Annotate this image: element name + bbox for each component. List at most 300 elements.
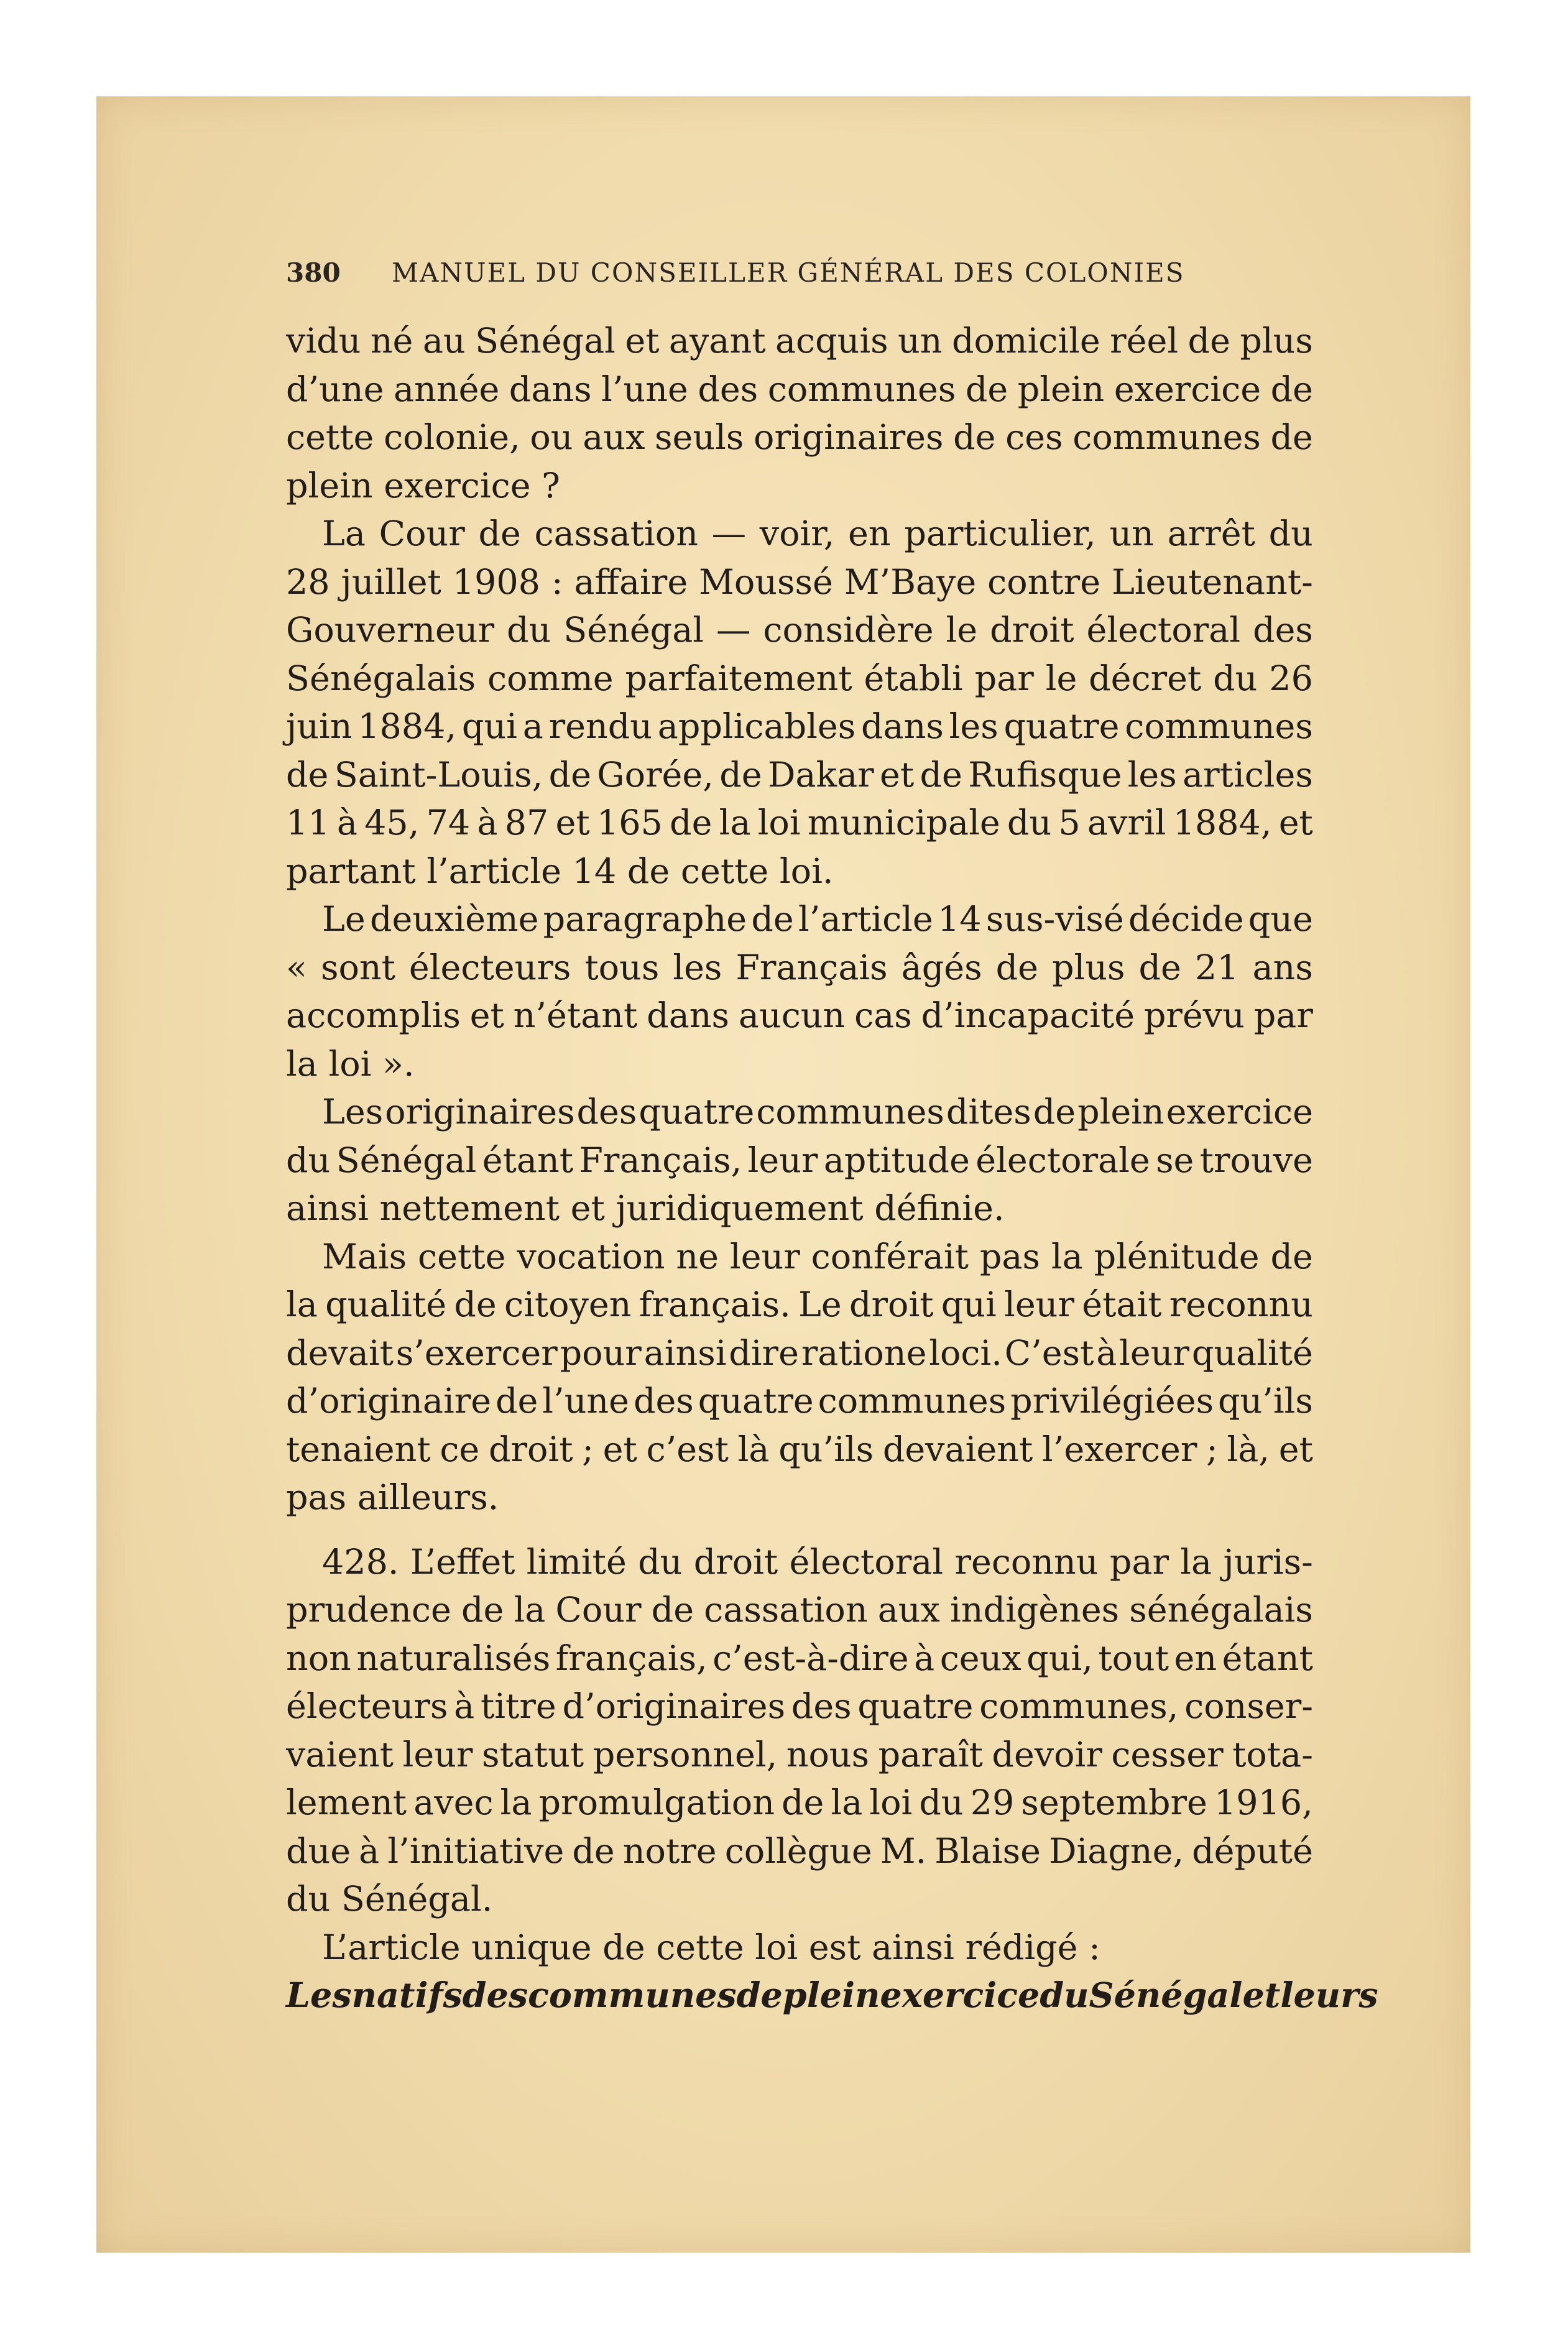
word: cette xyxy=(418,1236,506,1277)
word: Saint-Louis, xyxy=(334,754,543,795)
word: les xyxy=(949,706,998,747)
word: de xyxy=(572,1830,615,1871)
word: sénégalais xyxy=(1129,1590,1313,1630)
word: plus xyxy=(1240,321,1313,361)
text-line xyxy=(286,1137,1313,1185)
word: 1884, xyxy=(357,706,457,747)
word: des xyxy=(791,1686,852,1727)
word: lement xyxy=(286,1783,407,1823)
word: des xyxy=(1253,610,1313,650)
word: droit xyxy=(990,610,1074,650)
page-number: 380 xyxy=(286,257,341,288)
word: du xyxy=(638,1541,683,1582)
word: communes xyxy=(528,1975,737,2016)
word: naturalisés xyxy=(356,1638,551,1679)
word: dire xyxy=(729,1332,799,1373)
word: d’originaire xyxy=(286,1381,492,1421)
word: septembre xyxy=(1021,1783,1207,1823)
word: loi xyxy=(757,803,801,843)
word: décide xyxy=(1128,899,1244,939)
text-line: partant l’article 14 de cette loi. xyxy=(286,851,834,892)
word: ne xyxy=(676,1236,719,1277)
text-line xyxy=(286,1329,1313,1378)
word: Français xyxy=(736,947,888,988)
word: applicables xyxy=(657,706,856,747)
word: qualité xyxy=(325,1285,447,1325)
word: ce xyxy=(440,1429,480,1470)
word: droit xyxy=(849,1285,934,1325)
word: la xyxy=(500,1783,532,1823)
word: du xyxy=(1007,803,1052,843)
word: conférait xyxy=(811,1236,969,1277)
word: deuxième xyxy=(369,899,539,939)
word: était xyxy=(1082,1285,1162,1325)
word: vocation xyxy=(517,1236,665,1277)
word: acquis xyxy=(775,321,888,361)
word: 1884, xyxy=(1173,803,1272,843)
word: quatre xyxy=(857,1686,974,1727)
word: leur xyxy=(1004,1285,1074,1325)
word: et xyxy=(1278,803,1313,843)
word: en xyxy=(848,514,891,554)
word: n’étant xyxy=(513,995,638,1036)
word: pour xyxy=(560,1332,642,1373)
word: Sénégalais xyxy=(286,658,476,699)
word: M. xyxy=(880,1830,927,1871)
word: du xyxy=(286,1140,331,1181)
word: voir, xyxy=(759,514,835,554)
word: d’incapacité xyxy=(921,995,1135,1036)
word: qualité xyxy=(1191,1332,1313,1373)
word: électeurs xyxy=(286,1686,448,1727)
word: prévu xyxy=(1143,995,1245,1036)
word: se xyxy=(1156,1140,1194,1181)
word: électoral xyxy=(789,1541,944,1582)
text-line xyxy=(286,944,1313,992)
word: leur xyxy=(1119,1332,1190,1373)
word: de xyxy=(1270,1236,1313,1277)
word: de xyxy=(670,803,713,843)
word: électoral xyxy=(1086,610,1241,650)
word: que xyxy=(1248,899,1313,939)
word: tous xyxy=(584,947,660,988)
word: les xyxy=(1127,754,1177,795)
word: 74 xyxy=(426,803,471,843)
word: leurs xyxy=(1280,1975,1378,2016)
word: ans xyxy=(1252,947,1313,988)
word: communes xyxy=(1072,417,1261,458)
word: les xyxy=(673,947,722,988)
text-line xyxy=(286,1779,1313,1827)
word: quatre xyxy=(698,1381,814,1421)
word: municipale xyxy=(807,803,1000,843)
word: qui xyxy=(941,1285,997,1325)
word: a xyxy=(522,706,543,747)
word: électorale xyxy=(975,1140,1150,1181)
word: âgés xyxy=(901,947,982,988)
word: droit xyxy=(489,1429,573,1470)
word: du xyxy=(919,1783,964,1823)
word: de xyxy=(953,417,996,458)
word: statut xyxy=(481,1734,584,1775)
word: l’initiative xyxy=(387,1830,565,1871)
word: quatre xyxy=(1003,706,1120,747)
word: réel xyxy=(1110,321,1179,361)
word: — xyxy=(716,610,751,650)
text-line xyxy=(286,317,1313,366)
word: articles xyxy=(1183,754,1313,795)
word: de xyxy=(1270,369,1313,410)
word: de xyxy=(478,514,521,554)
word: de xyxy=(920,754,962,795)
word: de xyxy=(651,1590,694,1630)
word: le xyxy=(1045,658,1077,699)
word: « xyxy=(286,947,307,988)
word: ratione xyxy=(801,1332,927,1373)
word: le xyxy=(946,610,978,650)
word: personnel, xyxy=(593,1734,778,1775)
text-line xyxy=(286,992,1313,1040)
word: limité xyxy=(526,1541,627,1582)
word: de xyxy=(995,947,1038,988)
word: cassation xyxy=(704,1590,868,1630)
word: année xyxy=(394,369,500,410)
word: cassation xyxy=(534,514,698,554)
word: dites xyxy=(946,1092,1031,1132)
word: du xyxy=(1268,514,1313,554)
word: natifs xyxy=(351,1975,463,2016)
word: dans xyxy=(860,706,944,747)
word: communes, xyxy=(979,1686,1179,1727)
word: ainsi xyxy=(643,1332,727,1373)
word: par xyxy=(974,658,1034,699)
word: avril xyxy=(1087,803,1166,843)
word: aucun xyxy=(738,995,846,1036)
word: ou xyxy=(530,417,573,458)
word: cas xyxy=(854,995,912,1036)
page-header xyxy=(286,257,1313,288)
word: de xyxy=(1188,321,1230,361)
word: communes xyxy=(1125,706,1313,747)
word: non xyxy=(286,1638,351,1679)
word: et xyxy=(469,995,504,1036)
word: du xyxy=(507,610,551,650)
word: Rufisque xyxy=(968,754,1122,795)
word: français. xyxy=(639,1285,791,1325)
word: ayant xyxy=(668,321,766,361)
word: juin xyxy=(286,706,353,747)
word: qui xyxy=(461,706,517,747)
word: de xyxy=(1033,1092,1076,1132)
word: Diagne, xyxy=(1049,1830,1184,1871)
word: tota- xyxy=(1232,1734,1313,1775)
word: des xyxy=(576,1092,637,1132)
word: communes xyxy=(818,1381,1007,1421)
word: de xyxy=(736,1975,783,2016)
word: — xyxy=(711,514,747,554)
word: la xyxy=(831,1783,863,1823)
word: L’effet xyxy=(410,1541,515,1582)
word: d’une xyxy=(286,369,384,410)
word: titre xyxy=(481,1686,556,1727)
word: indigènes xyxy=(949,1590,1120,1630)
word: Mais xyxy=(322,1236,407,1277)
word: aux xyxy=(583,417,645,458)
word: 29 xyxy=(970,1783,1015,1823)
word: Blaise xyxy=(934,1830,1041,1871)
word: 87 xyxy=(504,803,549,843)
word: leur xyxy=(402,1734,473,1775)
word: du xyxy=(1213,658,1258,699)
word: 26 xyxy=(1269,658,1313,699)
word: Lieutenant- xyxy=(1111,561,1313,602)
word: de xyxy=(751,899,794,939)
word: domicile xyxy=(951,321,1100,361)
text-line: L’article unique de cette loi est ainsi rédigé : xyxy=(322,1927,1100,1968)
word: prudence xyxy=(286,1590,451,1630)
word: colonie, xyxy=(384,417,520,458)
word: dans xyxy=(647,995,730,1036)
word: décret xyxy=(1089,658,1202,699)
word: et xyxy=(1278,1429,1313,1470)
word: de xyxy=(1138,947,1181,988)
text-line: plein exercice ? xyxy=(286,465,560,506)
word: comme xyxy=(487,658,614,699)
word: Les xyxy=(322,1092,384,1132)
word: de xyxy=(548,754,591,795)
word: : xyxy=(551,561,563,602)
text-line xyxy=(286,366,1313,414)
word: de xyxy=(1270,417,1313,458)
word: 5 xyxy=(1058,803,1081,843)
word: plein xyxy=(782,1975,880,2016)
word: tout xyxy=(1098,1638,1169,1679)
text-line xyxy=(286,413,1313,462)
text-line xyxy=(286,1233,1313,1281)
word: collègue xyxy=(724,1830,872,1871)
word: parfaitement xyxy=(625,658,852,699)
text-line xyxy=(286,1827,1313,1876)
word: 1916, xyxy=(1214,1783,1313,1823)
word: nous xyxy=(786,1734,870,1775)
word: sus-visé xyxy=(985,899,1124,939)
word: électeurs xyxy=(408,947,571,988)
word: originaires xyxy=(385,1092,575,1132)
word: paragraphe xyxy=(543,899,747,939)
word: leur xyxy=(747,1140,818,1181)
word: Les xyxy=(286,1975,352,2016)
word: 428. xyxy=(322,1541,399,1582)
text-line xyxy=(286,799,1313,847)
word: notre xyxy=(622,1830,717,1871)
word: et xyxy=(1242,1975,1281,2016)
word: là xyxy=(737,1429,770,1470)
word: ; xyxy=(1206,1429,1218,1470)
text-line xyxy=(286,1538,1313,1587)
word: député xyxy=(1192,1830,1313,1871)
word: paraît xyxy=(878,1734,983,1775)
word: particulier, xyxy=(904,514,1096,554)
section-gap xyxy=(286,1522,1313,1538)
word: quatre xyxy=(639,1092,755,1132)
word: leur xyxy=(729,1236,800,1277)
word: au xyxy=(422,321,466,361)
text-line xyxy=(286,606,1313,655)
text-line xyxy=(286,1731,1313,1779)
word: dans xyxy=(509,369,592,410)
word: 14 xyxy=(937,899,982,939)
word: et xyxy=(555,803,590,843)
word: juillet xyxy=(341,561,441,602)
word: par xyxy=(1253,995,1313,1036)
word: ; xyxy=(582,1429,594,1470)
text-line xyxy=(286,1972,1378,2020)
word: la xyxy=(286,1285,318,1325)
word: 28 xyxy=(286,561,330,602)
word: aptitude xyxy=(823,1140,970,1181)
text-line xyxy=(286,655,1313,703)
word: citoyen xyxy=(504,1285,632,1325)
word: C’est xyxy=(1004,1332,1094,1373)
word: seuls xyxy=(655,417,744,458)
word: 1908 xyxy=(452,561,540,602)
word: loci. xyxy=(929,1332,1002,1373)
word: à xyxy=(914,1638,935,1679)
word: la xyxy=(514,1590,546,1630)
word: à xyxy=(477,803,498,843)
word: reconnu xyxy=(954,1541,1099,1582)
word: du xyxy=(1040,1975,1089,2016)
word: Français, xyxy=(579,1140,742,1181)
word: des xyxy=(462,1975,528,2016)
word: exercice xyxy=(1114,369,1261,410)
word: conser- xyxy=(1184,1686,1313,1727)
word: la xyxy=(1051,1236,1083,1277)
text-line: ainsi nettement et juridiquement définie. xyxy=(286,1188,1005,1229)
word: c’est-à-dire xyxy=(713,1638,909,1679)
word: sont xyxy=(320,947,395,988)
word: 165 xyxy=(596,803,663,843)
text-line xyxy=(286,703,1313,751)
word: vaient xyxy=(286,1734,394,1775)
word: 21 xyxy=(1194,947,1239,988)
word: La xyxy=(322,514,366,554)
text-line xyxy=(286,510,1313,558)
word: affaire xyxy=(574,561,688,602)
word: qui, xyxy=(1026,1638,1093,1679)
word: communes xyxy=(756,1092,944,1132)
word: cesser xyxy=(1111,1734,1224,1775)
word: Moussé xyxy=(699,561,833,602)
word: Sénégal xyxy=(336,1140,477,1181)
text-line xyxy=(286,1281,1313,1329)
word: un xyxy=(1109,514,1154,554)
text-line xyxy=(286,1426,1313,1474)
word: s’exercer xyxy=(395,1332,558,1373)
word: qu’ils xyxy=(1218,1381,1313,1421)
word: Sénégal xyxy=(563,610,704,650)
word: des xyxy=(633,1381,694,1421)
word: due xyxy=(286,1830,351,1871)
word: juris- xyxy=(1223,1541,1313,1582)
word: d’originaires xyxy=(562,1686,786,1727)
word: là, xyxy=(1227,1429,1270,1470)
word: rendu xyxy=(548,706,652,747)
word: à xyxy=(336,803,357,843)
word: pas xyxy=(979,1236,1040,1277)
word: Gorée, xyxy=(597,754,714,795)
word: en xyxy=(1174,1638,1217,1679)
word: et xyxy=(602,1429,637,1470)
word: à xyxy=(454,1686,475,1727)
word: étant xyxy=(1222,1638,1313,1679)
word: Dakar xyxy=(767,754,874,795)
word: considère xyxy=(763,610,934,650)
word: Le xyxy=(798,1285,842,1325)
word: trouve xyxy=(1199,1140,1313,1181)
word: ces xyxy=(1005,417,1063,458)
word: arrêt xyxy=(1167,514,1255,554)
word: exercice xyxy=(1166,1092,1313,1132)
text-line xyxy=(286,1088,1313,1137)
word: Sénégal xyxy=(475,321,616,361)
word: plus xyxy=(1052,947,1125,988)
text-line xyxy=(286,895,1313,944)
word: la xyxy=(1180,1541,1212,1582)
word: français, xyxy=(555,1638,708,1679)
word: 45, xyxy=(364,803,420,843)
word: et xyxy=(880,754,915,795)
word: l’article xyxy=(798,899,933,939)
word: né xyxy=(370,321,413,361)
word: qu’ils xyxy=(778,1429,874,1470)
word: plein xyxy=(1017,369,1105,410)
word: ceux xyxy=(939,1638,1022,1679)
word: privilégiées xyxy=(1010,1381,1214,1421)
word: contre xyxy=(987,561,1101,602)
text-line xyxy=(286,1682,1313,1731)
word: vidu xyxy=(286,321,361,361)
word: originaires xyxy=(754,417,944,458)
word: devait xyxy=(286,1332,394,1373)
word: des xyxy=(698,369,759,410)
word: aux xyxy=(877,1590,940,1630)
page-body xyxy=(286,317,1378,2020)
word: de xyxy=(965,369,1008,410)
word: plein xyxy=(1077,1092,1164,1132)
word: la xyxy=(719,803,751,843)
text-line xyxy=(286,558,1313,607)
word: Le xyxy=(322,899,366,939)
word: Gouverneur xyxy=(286,610,495,650)
word: de xyxy=(454,1285,497,1325)
word: devoir xyxy=(992,1734,1102,1775)
word: et xyxy=(625,321,660,361)
word: devaient xyxy=(882,1429,1033,1470)
word: de xyxy=(719,754,762,795)
word: droit xyxy=(693,1541,778,1582)
text-line xyxy=(286,751,1313,800)
word: de xyxy=(496,1381,538,1421)
word: 11 xyxy=(286,803,330,843)
word: accomplis xyxy=(286,995,461,1036)
word: établi xyxy=(864,658,963,699)
word: à xyxy=(1096,1332,1117,1373)
text-line: la loi ». xyxy=(286,1043,415,1084)
text-line: pas ailleurs. xyxy=(286,1477,499,1518)
word: Cour xyxy=(555,1590,642,1630)
word: avec xyxy=(413,1783,494,1823)
